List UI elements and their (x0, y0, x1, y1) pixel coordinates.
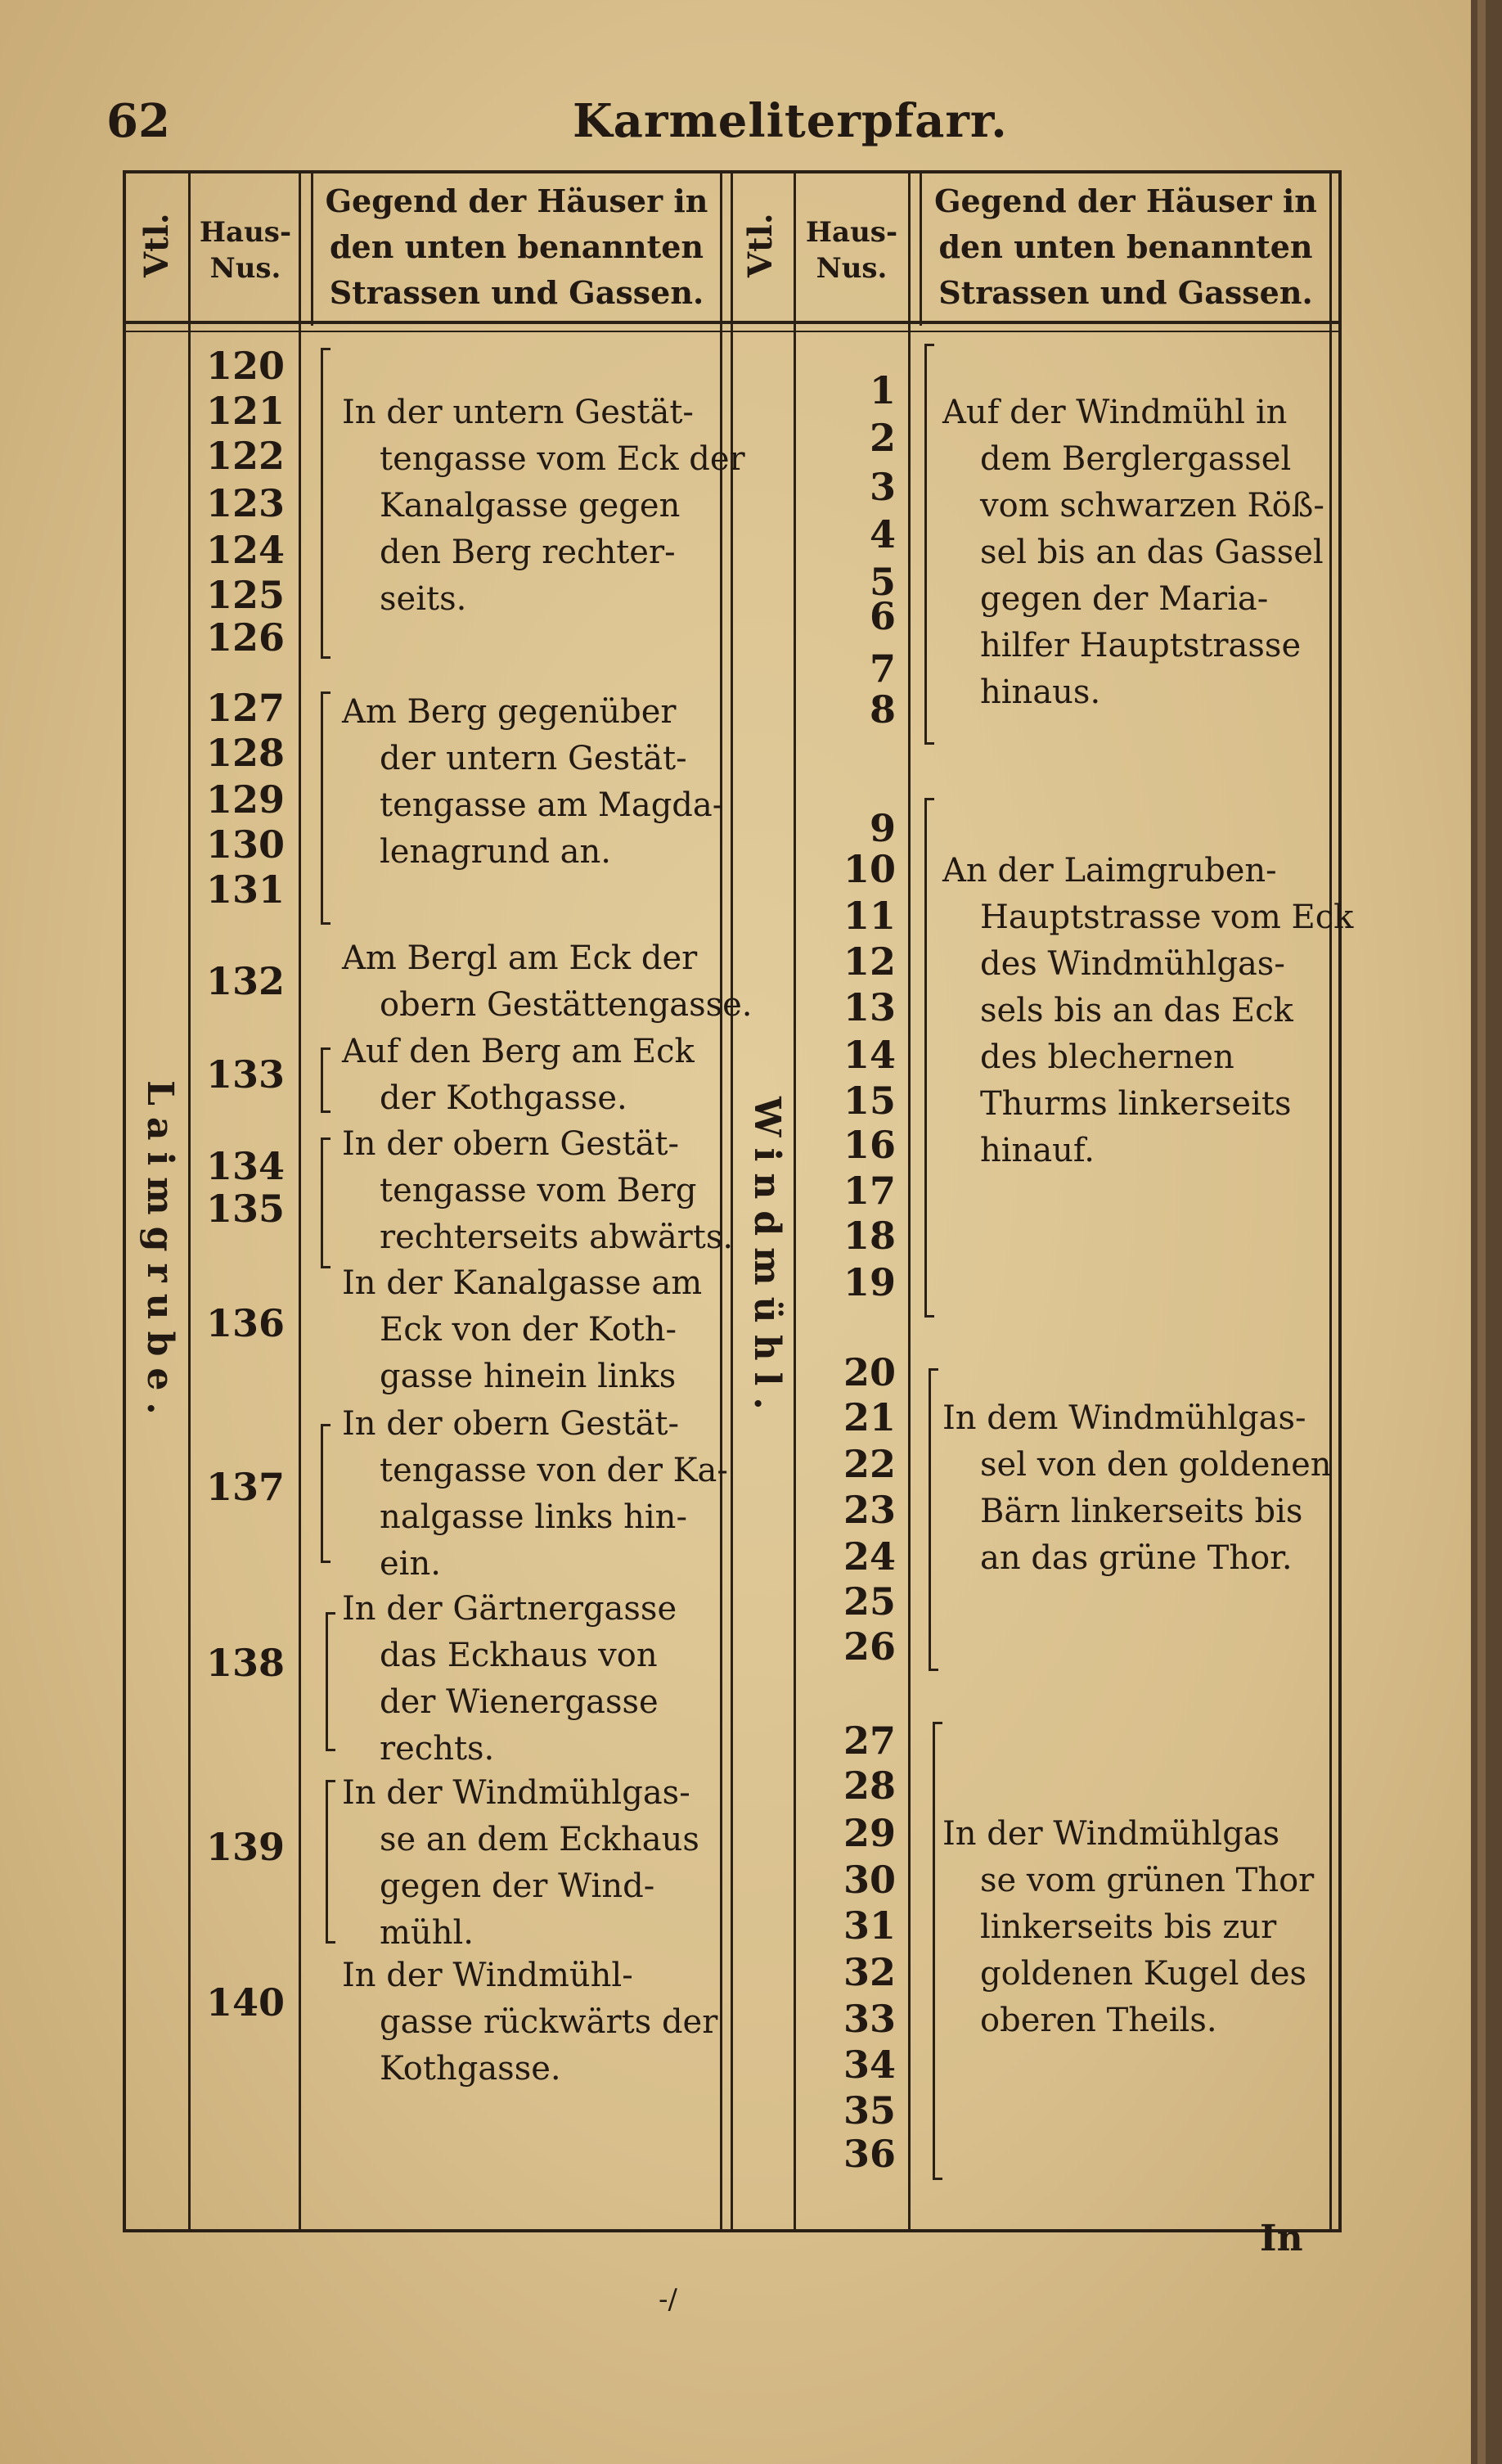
entry-left: Am Bergl am Eck der obern Gestättengasse. (342, 939, 753, 1024)
house-number: 4 (869, 512, 896, 556)
house-number: 122 (205, 434, 285, 478)
house-number: 29 (843, 1811, 896, 1855)
running-head: Karmeliterpfarr. (573, 94, 1008, 148)
entry-right: In der Windmühlgas se vom grünen Thor linkerseits bis zur goldenen Kugel des oberen Theils. (942, 1815, 1315, 2039)
house-number: 131 (205, 867, 285, 912)
entry-left: In der Windmühlgas- se an dem Eckhaus gegen der Wind- mühl. (342, 1774, 699, 1952)
header-right-vtl: Vtl. (741, 213, 780, 278)
house-number: 121 (205, 389, 285, 433)
page-edge (1471, 0, 1502, 2464)
house-number: 28 (843, 1764, 896, 1808)
house-number: 129 (205, 777, 285, 822)
district-right: Windmühl. (746, 1097, 788, 1421)
house-number: 133 (205, 1052, 285, 1097)
district-left: Laimgrube. (139, 1080, 181, 1426)
house-number: 130 (205, 822, 285, 867)
entry-left: In der obern Gestät- tengasse von der Ka- nalgasse links hin- ein. (342, 1405, 728, 1583)
header-left-haus: Haus- Nus. (199, 216, 292, 285)
house-number: 135 (205, 1187, 285, 1231)
entry-left: In der obern Gestät- tengasse vom Berg rechterseits abwärts. (342, 1125, 734, 1256)
house-number: 33 (843, 1997, 896, 2041)
house-number: 26 (843, 1624, 896, 1669)
house-number: 139 (205, 1825, 285, 1869)
house-number: 137 (205, 1465, 285, 1509)
house-number: 132 (205, 959, 285, 1003)
house-number: 34 (843, 2043, 896, 2087)
house-number: 32 (843, 1950, 896, 1994)
house-number: 11 (843, 894, 896, 938)
house-number: 13 (843, 985, 896, 1029)
house-number: 7 (869, 646, 896, 691)
house-number: 138 (205, 1641, 285, 1685)
house-number: 21 (843, 1395, 896, 1439)
house-number: 30 (843, 1858, 896, 1902)
house-number: 20 (843, 1350, 896, 1394)
page-number: 62 (106, 94, 170, 148)
house-number: 136 (205, 1301, 285, 1345)
house-number: 10 (843, 847, 896, 891)
entry-left: Am Berg gegenüber der untern Gestät- tengasse am Magda- lenagrund an. (342, 693, 724, 871)
catchword: In (1260, 2218, 1303, 2259)
house-number: 126 (205, 615, 285, 660)
house-number: 27 (843, 1718, 896, 1763)
house-number: 22 (843, 1442, 896, 1486)
house-number: 19 (843, 1260, 896, 1304)
house-number: 31 (843, 1903, 896, 1948)
house-number: 24 (843, 1534, 896, 1579)
entry-right: In dem Windmühlgas- sel von den goldenen Bärn linkerseits bis an das grüne Thor. (942, 1399, 1332, 1577)
house-number: 8 (869, 687, 896, 732)
house-number: 23 (843, 1488, 896, 1532)
house-number: 120 (205, 344, 285, 388)
house-number: 127 (205, 686, 285, 730)
house-number: 3 (869, 465, 896, 509)
house-number: 12 (843, 939, 896, 984)
house-number: 18 (843, 1214, 896, 1258)
entry-right: An der Laimgruben- Hauptstrasse vom Eck des Windmühlgas- sels bis an das Eck des blechernen Thurms linkerseits hinauf. (942, 852, 1354, 1169)
entry-left: In der untern Gestät- tengasse vom Eck der Kanalgasse gegen den Berg rechter- seits. (342, 394, 745, 618)
header-left-desc: Gegend der Häuser in den unten benannten Strassen und Gassen. (325, 182, 708, 311)
house-number: 123 (205, 481, 285, 525)
house-number: 25 (843, 1579, 896, 1624)
entry-left: In der Windmühl- gasse rückwärts der Kothgasse. (342, 1957, 718, 2088)
header-right-haus: Haus- Nus. (805, 216, 898, 285)
house-number: 17 (843, 1169, 896, 1213)
house-number: 128 (205, 731, 285, 775)
entry-left: In der Gärtnergasse das Eckhaus von der Wienergasse rechts. (342, 1590, 677, 1768)
header-left-vtl: Vtl. (137, 213, 176, 278)
house-number: 124 (205, 528, 285, 572)
bottom-mark: -/ (659, 2283, 677, 2316)
house-number: 14 (843, 1033, 896, 1077)
header-right-desc: Gegend der Häuser in den unten benannten Strassen und Gassen. (934, 182, 1317, 311)
house-number: 5 (869, 560, 896, 604)
house-number: 16 (843, 1123, 896, 1167)
house-number: 134 (205, 1144, 285, 1188)
entry-left: Auf den Berg am Eck der Kothgasse. (342, 1033, 695, 1117)
house-number: 6 (869, 594, 896, 638)
house-number: 125 (205, 573, 285, 617)
house-number: 1 (869, 368, 896, 412)
entry-left: In der Kanalgasse am Eck von der Koth- gasse hinein links (342, 1264, 703, 1395)
entry-right: Auf der Windmühl in dem Berglergassel vom schwarzen Röß- sel bis an das Gassel gegen der Maria- hilfer Hauptstrasse hinaus. (942, 394, 1324, 711)
house-number: 35 (843, 2088, 896, 2133)
house-number: 15 (843, 1079, 896, 1123)
house-number: 36 (843, 2132, 896, 2176)
house-number: 140 (205, 1980, 285, 2025)
house-number: 2 (869, 416, 896, 460)
house-number: 9 (869, 806, 896, 850)
